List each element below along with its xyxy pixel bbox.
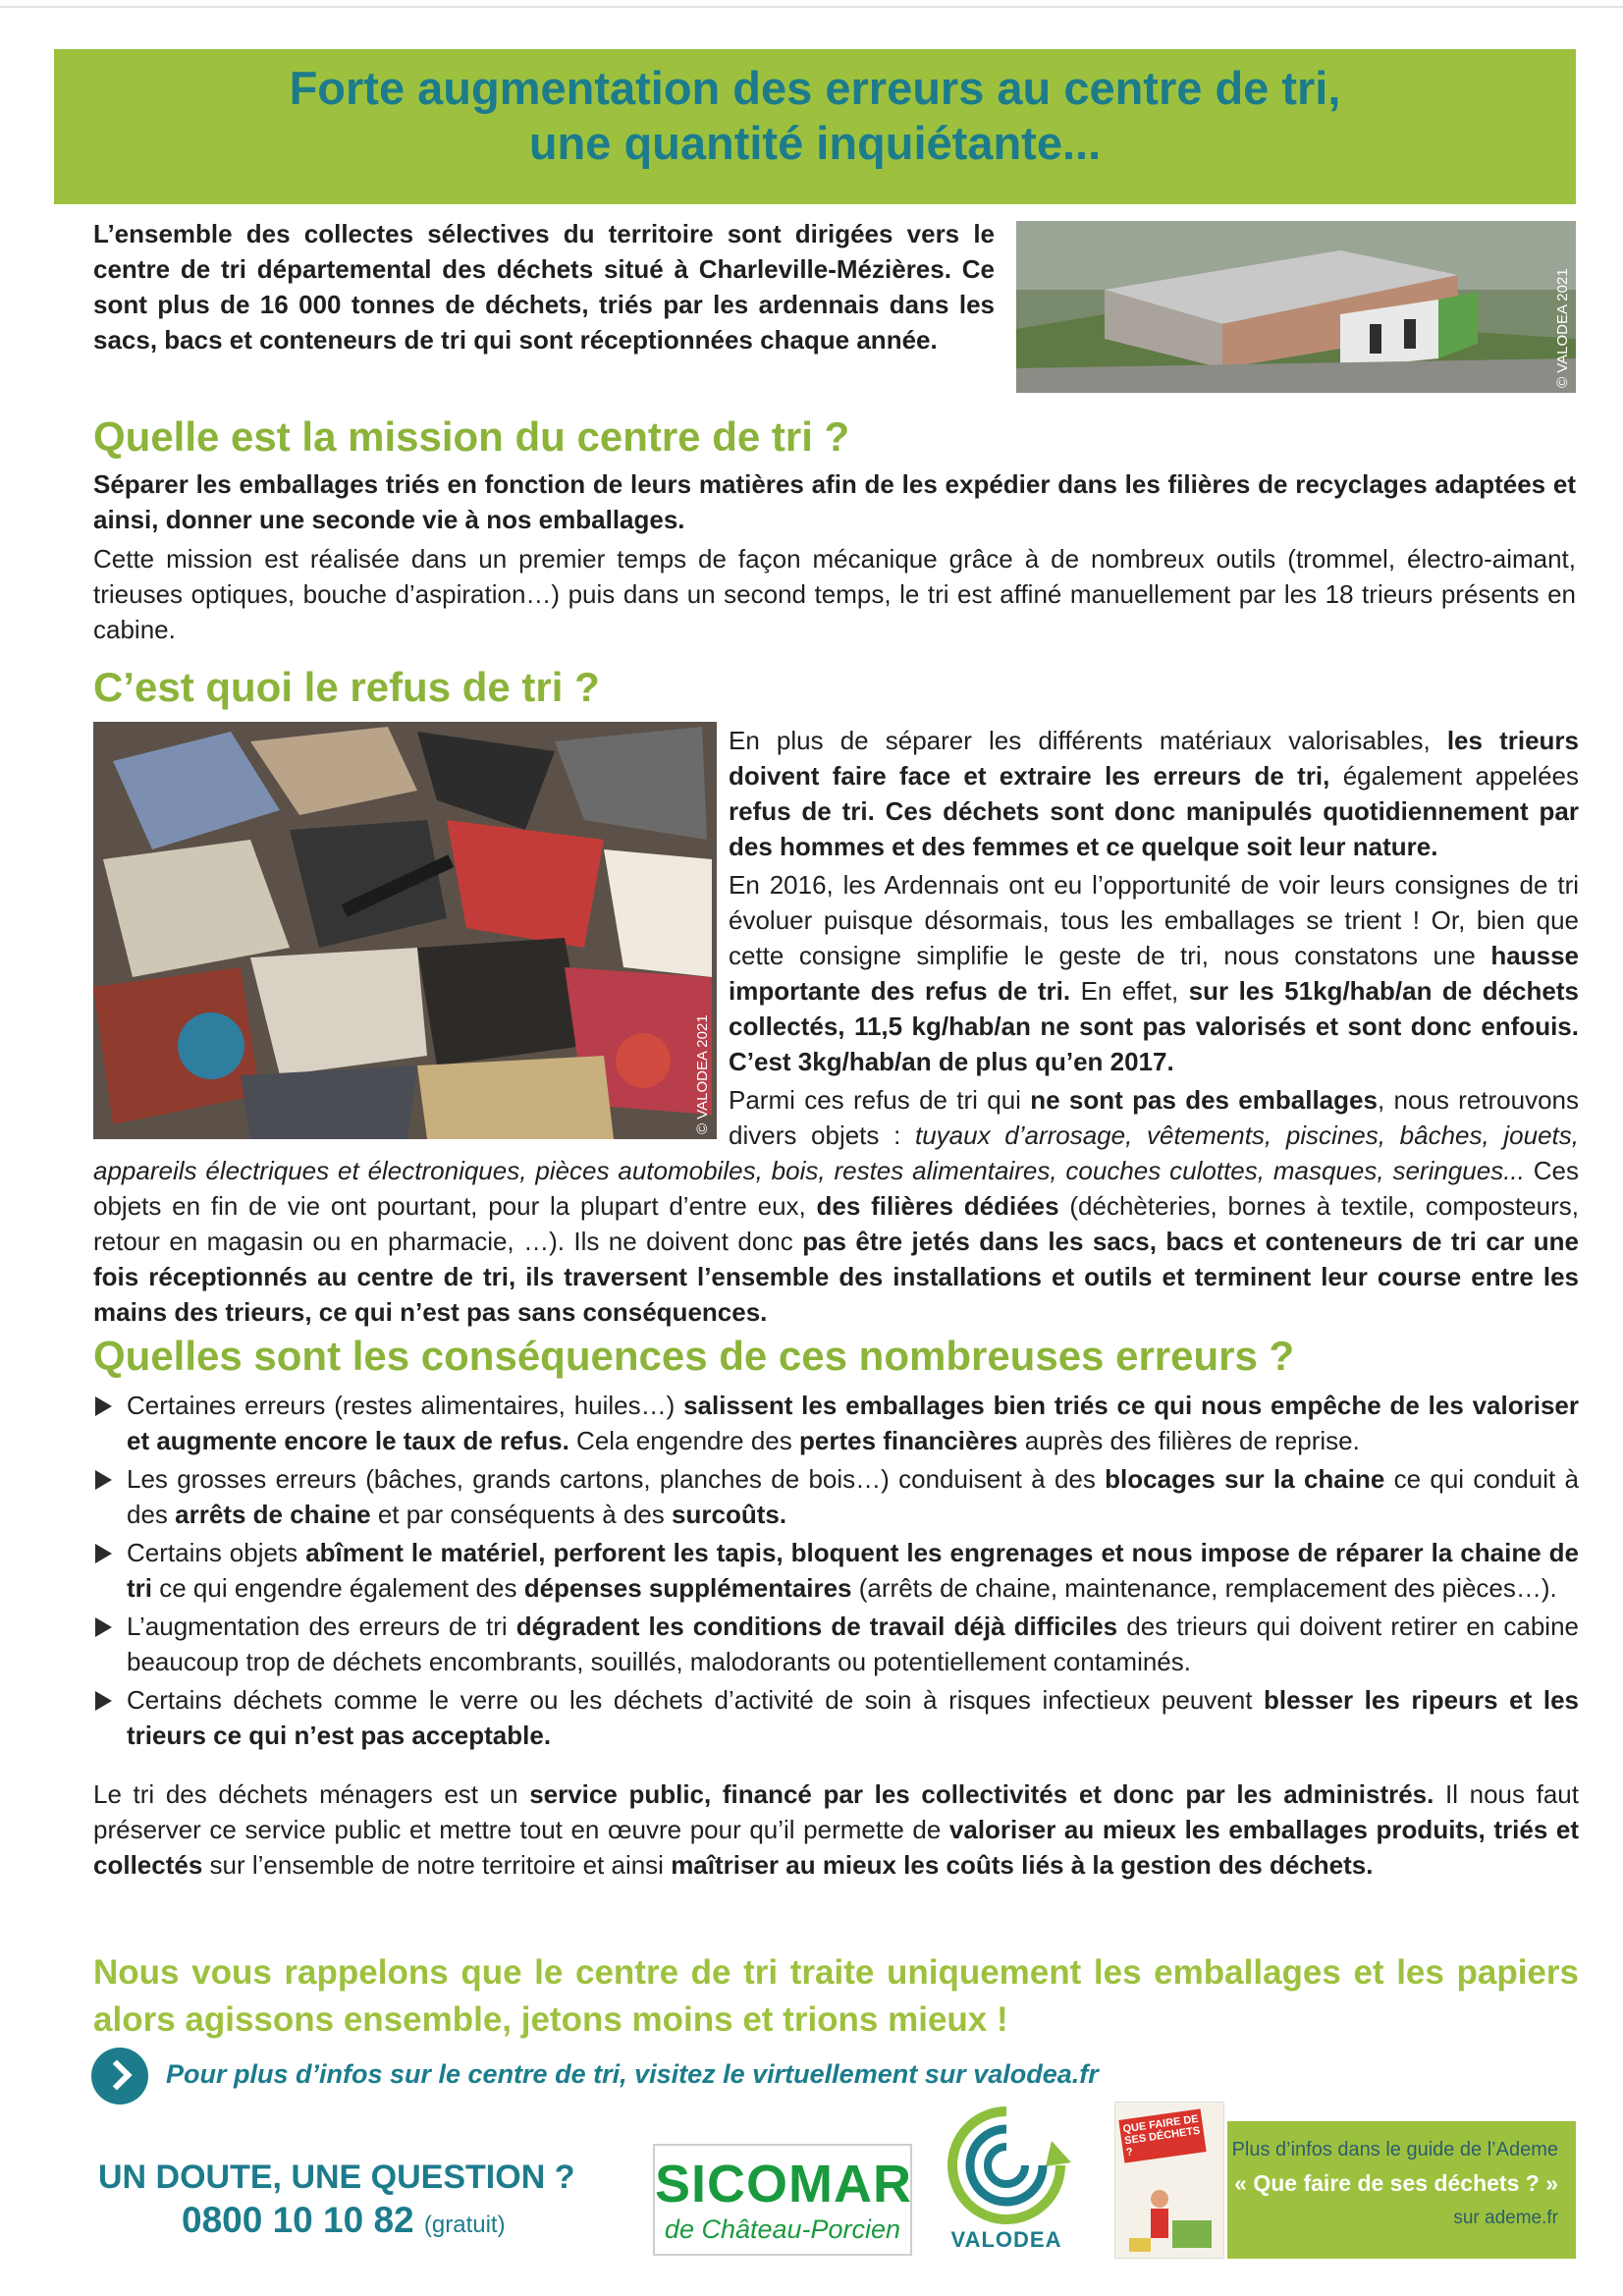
chevron-right-icon[interactable]: [91, 2048, 148, 2105]
closing-paragraph: Le tri des déchets ménagers est un service public, financé par les collectivités et donc par les administrés. Il nous faut préserver ce service public et mettre tout en œuvre pour qu’il permette de valoriser au mieux les emballages produits, triés et collectés sur l’ensemble de notre territoire et ainsi maîtriser au mieux les coûts liés à la gestion des déchets.: [93, 1779, 1579, 1880]
list-item: L’augmentation des erreurs de tri dégradent les conditions de travail déjà difficiles des trieurs qui doivent retirer en cabine beaucoup trop de déchets encombrants, souillés, malodorants ou potentiellement contaminés.: [93, 1609, 1579, 1679]
bullet-triangle-icon: [95, 1691, 112, 1711]
top-rule: [0, 6, 1623, 8]
footer-phone[interactable]: [182, 2200, 506, 2241]
footer-question: UN DOUTE, UNE QUESTION ?: [98, 2159, 575, 2196]
sicomar-name: SICOMAR: [655, 2155, 912, 2214]
bullet-triangle-icon: [95, 1617, 112, 1637]
valodea-swirl-icon: [938, 2102, 1075, 2224]
guide-line-3[interactable]: sur ademe.fr: [1453, 2208, 1558, 2228]
guide-book-illustration: [1115, 2103, 1223, 2258]
valodea-word: VALODEA: [950, 2227, 1062, 2252]
bullet-triangle-icon: [95, 1396, 112, 1416]
website-link[interactable]: [91, 2048, 1270, 2106]
guide-book-tag: QUE FAIRE DE SES DÉCHETS ?: [1118, 2108, 1206, 2162]
phone-note: (gratuit): [423, 2212, 506, 2238]
consequences-heading: Quelles sont les conséquences de ces nombreuses erreurs ?: [93, 1333, 1295, 1379]
sorting-center-illustration: [1016, 221, 1576, 393]
consequences-list: [93, 1388, 1579, 1756]
guide-line-2: « Que faire de ses déchets ? »: [1234, 2170, 1558, 2196]
phone-number[interactable]: 0800 10 10 82: [182, 2200, 414, 2240]
bullet-triangle-icon: [95, 1544, 112, 1563]
ademe-guide-box: [1227, 2121, 1576, 2259]
bullet-triangle-icon: [95, 1470, 112, 1490]
sorting-center-photo: [1016, 221, 1576, 393]
sicomar-logo: [653, 2144, 912, 2256]
photo-credit: © VALODEA 2021: [1554, 268, 1571, 388]
list-item: Certains déchets comme le verre ou les déchets d’activité de soin à risques infectieux peuvent blesser les ripeurs et les trieurs ce qui n’est pas acceptable.: [93, 1682, 1579, 1753]
intro-paragraph: L’ensemble des collectes sélectives du territoire sont dirigées vers le centre de tri départemental des déchets situé à Charleville-Mézières. Ce sont plus de 16 000 tonnes de déchets, triés par les ardennais dans les sacs, bacs et conteneurs de tri qui sont réceptionnées chaque année.: [93, 219, 995, 355]
list-item: Les grosses erreurs (bâches, grands cartons, planches de bois…) conduisent à des blocages sur la chaine ce qui conduit à des arrêts de chaine et par conséquents à des surcoûts.: [93, 1461, 1579, 1532]
refus-paragraph-3: Parmi ces refus de tri qui ne sont pas des emballages, nous retrouvons divers objets : tuyaux d’arrosage, vêtements, piscines, bâches, jouets, appareils électriques et électroniques, pièces automobiles, bois, restes alimentaires, couches culottes, masques, seringues... Ces objets en fin de vie ont pourtant, pour la plupart d’entre eux, des filières dédiées (déchèteries, bornes à textile, composteurs, retour en magasin ou en pharmacie, …). Ils ne doivent donc pas être jetés dans les sacs, bacs et conteneurs de tri car une fois réceptionnés au centre de tri, ils traversent l’ensemble des installations et outils et terminent leur course entre les mains des trieurs, ce qui n’est pas sans conséquences.: [93, 1082, 1579, 1330]
photo-wrap-spacer: [93, 1082, 729, 1153]
refus-paragraph-2: En 2016, les Ardennais ont eu l’opportunité de voir leurs consignes de tri évoluer puisque désormais, tous les emballages se trient ! Or, bien que cette consigne simplifie le geste de tri, nous constatons une hausse importante des refus de tri. En effet, sur les 51kg/hab/an de déchets collectés, 11,5 kg/hab/an ne sont pas valorisés et sont donc enfouis. C’est 3kg/hab/an de plus qu’en 2017.: [729, 870, 1579, 1076]
reminder-text: Nous vous rappelons que le centre de tri traite uniquement les emballages et les papiers alors agissons ensemble, jetons moins et trions mieux !: [93, 1953, 1579, 2039]
list-item: Certains objets abîment le matériel, perforent les tapis, bloquent les engrenages et nous impose de réparer la chaine de tri ce qui engendre également des dépenses supplémentaires (arrêts de chaine, maintenance, remplacement des pièces…).: [93, 1535, 1579, 1606]
page-title-line2: une quantité inquiétante...: [528, 117, 1102, 169]
list-item: Certaines erreurs (restes alimentaires, huiles…) salissent les emballages bien triés ce qui nous empêche de les valoriser et augmente encore le taux de refus. Cela engendre des pertes financières auprès des filières de reprise.: [93, 1388, 1579, 1458]
waste-pile-illustration: [93, 722, 717, 1139]
website-link-text[interactable]: Pour plus d’infos sur le centre de tri, visitez le virtuellement sur valodea.fr: [166, 2059, 1099, 2089]
valodea-logo: [938, 2102, 1075, 2259]
sicomar-subtitle: de Château-Porcien: [664, 2214, 901, 2244]
mission-bold-text: Séparer les emballages triés en fonction de leurs matières afin de les expédier dans les filières de recyclages adaptées et ainsi, donner une seconde vie à nos emballages.: [93, 469, 1576, 534]
mission-text: Cette mission est réalisée dans un premier temps de façon mécanique grâce à de nombreux outils (trommel, électro-aimant, trieuses optiques, bouche d’aspiration…) puis dans un second temps, le tri est affiné manuellement par les 18 trieurs présents en cabine.: [93, 544, 1576, 644]
page-title: [54, 61, 1576, 171]
guide-book-cover: [1114, 2102, 1224, 2259]
waste-photo: [93, 722, 717, 1139]
photo-credit: © VALODEA 2021: [694, 1014, 711, 1134]
mission-heading: Quelle est la mission du centre de tri ?: [93, 413, 850, 460]
page-title-line1: Forte augmentation des erreurs au centre de tri,: [289, 62, 1341, 114]
refus-paragraph-1: En plus de séparer les différents matériaux valorisables, les trieurs doivent faire face et extraire les erreurs de tri, également appelées refus de tri. Ces déchets sont donc manipulés quotidiennement par des hommes et des femmes et ce quelque soit leur nature.: [729, 726, 1579, 861]
guide-line-1: Plus d’infos dans le guide de l’Ademe: [1231, 2139, 1558, 2160]
refus-heading: C’est quoi le refus de tri ?: [93, 664, 600, 710]
